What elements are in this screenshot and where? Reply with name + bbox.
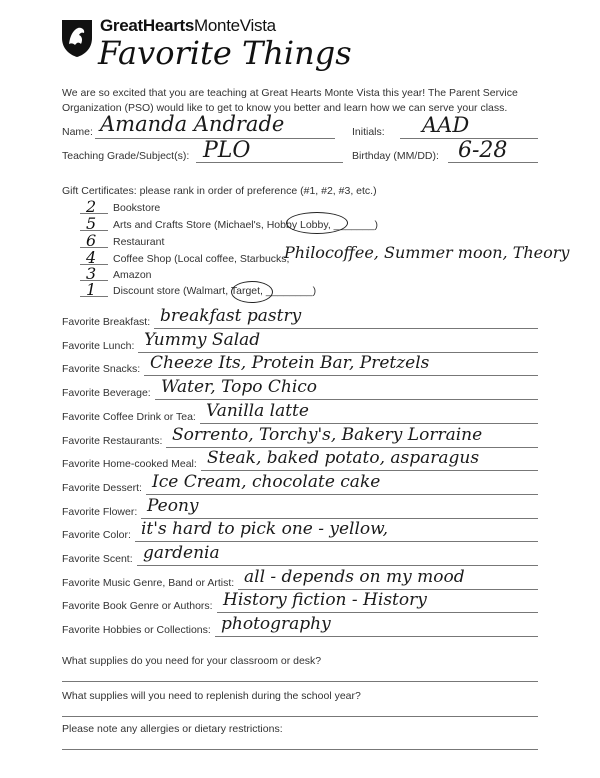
favorite-value: Vanilla latte (206, 400, 309, 421)
favorite-label: Favorite Hobbies or Collections: (62, 624, 211, 637)
grade-value: PLO (203, 138, 251, 163)
favorite-line (146, 494, 538, 495)
favorite-value: Yummy Salad (144, 329, 261, 350)
favorite-line (215, 636, 538, 637)
grade-label: Teaching Grade/Subject(s): (62, 150, 190, 162)
gift-option: Restaurant (113, 236, 165, 248)
rank-line (80, 296, 108, 297)
favorite-label: Favorite Music Genre, Band or Artist: (62, 576, 235, 589)
favorite-label: Favorite Beverage: (62, 387, 151, 400)
gift-option: Discount store (Walmart, Target, ________) (113, 285, 317, 297)
favorite-value: History fiction - History (223, 590, 427, 611)
favorite-value: photography (221, 614, 331, 635)
gift-option: Amazon (113, 269, 152, 281)
favorite-value: it's hard to pick one - yellow, (141, 519, 389, 540)
favorite-value: Water, Topo Chico (161, 377, 318, 398)
favorite-label: Favorite Restaurants: (62, 434, 163, 447)
brand-name: GreatHeartsMonteVista (100, 16, 276, 35)
favorite-label: Favorite Lunch: (62, 339, 135, 352)
favorite-label: Favorite Color: (62, 529, 131, 542)
favorite-value: all - depends on my mood (244, 566, 465, 587)
question-label: What supplies will you need to replenish during the school year? (62, 690, 361, 702)
gift-rank: 4 (86, 248, 97, 267)
favorite-value: breakfast pastry (160, 306, 302, 326)
favorite-value: Peony (147, 495, 199, 516)
coffee-shop-value: Philocoffee, Summer moon, Theory (284, 243, 570, 262)
question-label: What supplies do you need for your classroom or desk? (62, 655, 322, 667)
gift-rank: 6 (86, 231, 97, 250)
target-circle (231, 281, 273, 303)
favorite-label: Favorite Dessert: (62, 481, 142, 494)
school-crest-icon (60, 18, 94, 58)
birthday-label: Birthday (MM/DD): (352, 150, 439, 162)
gift-heading: Gift Certificates: please rank in order of preference (#1, #2, #3, etc.) (62, 185, 377, 197)
hobby-lobby-circle (286, 212, 348, 234)
birthday-value: 6-28 (458, 138, 508, 163)
favorite-value: gardenia (143, 543, 220, 563)
gift-rank: 1 (86, 280, 97, 299)
gift-rank: 5 (86, 214, 97, 233)
answer-line (62, 716, 538, 717)
favorite-label: Favorite Book Genre or Authors: (62, 600, 213, 613)
favorite-label: Favorite Snacks: (62, 363, 141, 376)
name-label: Name: (62, 126, 93, 138)
name-value: Amanda Andrade (100, 112, 285, 136)
question-label: Please note any allergies or dietary restrictions: (62, 723, 283, 735)
favorite-label: Favorite Home-cooked Meal: (62, 458, 197, 471)
gift-rank: 2 (86, 197, 97, 216)
gift-option: Arts and Crafts Store (Michael's, Hobby Lobby, _______) (113, 219, 379, 231)
gift-option: Coffee Shop (Local coffee, Starbucks, (113, 253, 290, 265)
favorite-value: Ice Cream, chocolate cake (152, 471, 381, 492)
intro-paragraph: We are so excited that you are teaching at Great Hearts Monte Vista this year! The Parent Service Organization (PSO) would like to get to know you better and learn how we can serve your class. (62, 87, 518, 114)
favorite-value: Sorrento, Torchy's, Bakery Lorraine (172, 424, 483, 445)
initials-value: AAD (422, 113, 470, 137)
initials-label: Initials: (352, 126, 385, 138)
favorite-label: Favorite Scent: (62, 553, 133, 565)
favorite-value: Cheeze Its, Protein Bar, Pretzels (150, 353, 430, 374)
gift-rank: 3 (86, 264, 97, 283)
answer-line (62, 749, 538, 750)
favorite-label: Favorite Breakfast: (62, 316, 151, 328)
answer-line (62, 681, 538, 682)
gift-option: Bookstore (113, 202, 161, 214)
favorite-label: Favorite Coffee Drink or Tea: (62, 410, 196, 423)
favorite-label: Favorite Flower: (62, 505, 138, 518)
favorite-value: Steak, baked potato, asparagus (207, 448, 480, 469)
page-title: Favorite Things (98, 34, 352, 72)
